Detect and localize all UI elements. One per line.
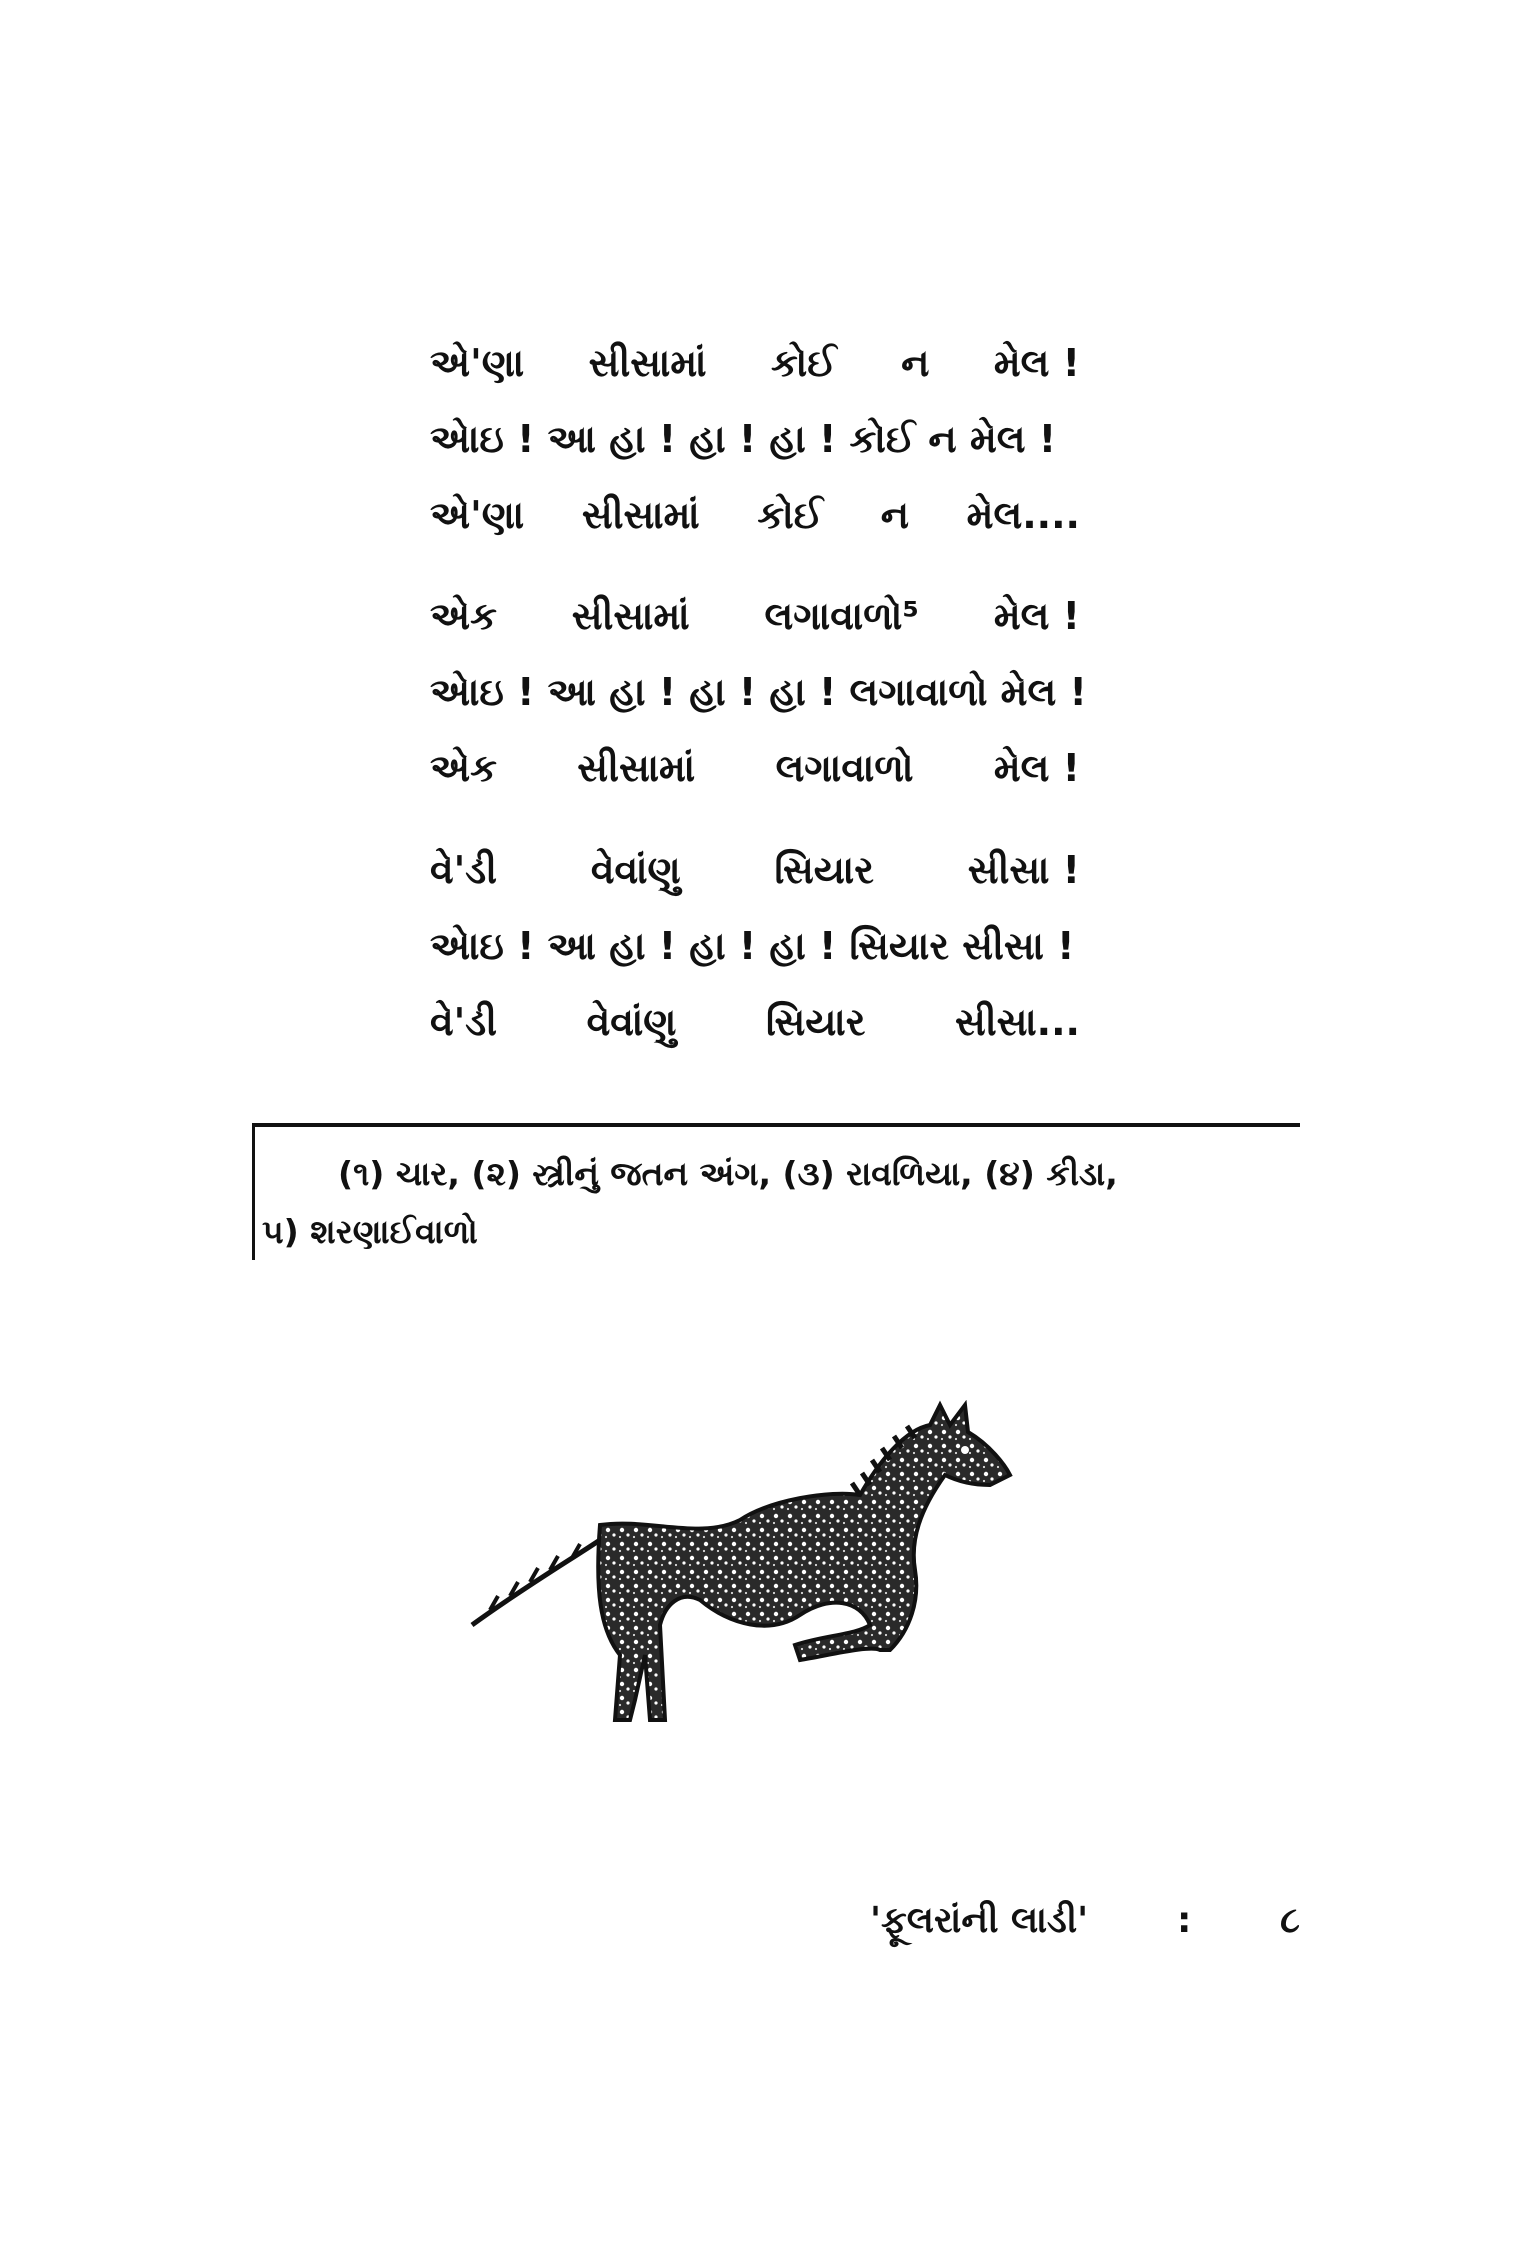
footnotes bbox=[262, 1145, 1302, 1261]
verse-word: સિયાર bbox=[765, 999, 866, 1044]
stanza-2 bbox=[430, 578, 1087, 806]
verse-word: વેવાંણુ bbox=[586, 999, 677, 1044]
verse-word: સિયાર bbox=[774, 847, 874, 892]
verse-line bbox=[430, 730, 1080, 806]
verse-line bbox=[430, 477, 1080, 553]
verse-word: લગાવાળો⁵ bbox=[764, 593, 920, 638]
verse-word: મેલ.... bbox=[966, 492, 1080, 537]
verse-refrain: એાઇ ! આ હા ! હા ! હા ! લગાવાળો મેલ ! bbox=[430, 669, 1087, 714]
verse-word: સીસા ! bbox=[967, 847, 1080, 892]
verse-word: કોઈ bbox=[757, 492, 824, 537]
verse-word: સીસામાં bbox=[577, 745, 696, 790]
footer-separator: : bbox=[1176, 1900, 1192, 1941]
footnote-divider bbox=[252, 1123, 1300, 1127]
footnote-line-2: ૫) શરણાઈવાળો bbox=[262, 1212, 478, 1251]
footnote-side-rule bbox=[252, 1123, 255, 1260]
verse-word: મેલ ! bbox=[993, 340, 1080, 385]
verse-word: સીસામાં bbox=[588, 340, 707, 385]
verse-line bbox=[430, 325, 1080, 401]
verse-word: એ'ણા bbox=[430, 340, 525, 385]
horse-icon bbox=[450, 1400, 1050, 1760]
verse-line bbox=[430, 832, 1080, 908]
verse-line bbox=[430, 984, 1080, 1060]
verse-word: વે'ડી bbox=[430, 999, 498, 1044]
verse-line bbox=[430, 401, 1080, 477]
verse-word: સીસામાં bbox=[571, 593, 690, 638]
verse-word: એ'ણા bbox=[430, 492, 525, 537]
verse-line bbox=[430, 654, 1087, 730]
verse-word: કોઈ bbox=[770, 340, 837, 385]
book-title: 'ફૂલરાંની લાડી' bbox=[870, 1900, 1089, 1941]
verse-line bbox=[430, 908, 1080, 984]
verse-word: ન bbox=[901, 340, 930, 385]
verse-word: વે'ડી bbox=[430, 847, 498, 892]
verse-refrain: એાઇ ! આ હા ! હા ! હા ! કોઈ ન મેલ ! bbox=[430, 416, 1057, 461]
page-number: ૮ bbox=[1280, 1900, 1300, 1941]
running-footer bbox=[870, 1900, 1300, 1942]
verse-word: મેલ ! bbox=[993, 593, 1080, 638]
verse-word: સીસા... bbox=[954, 999, 1080, 1044]
footnote-line-1: (૧) ચાર, (૨) સ્ત્રીનું જતન અંગ, (૩) રાવળિયા, (૪) કીડા, bbox=[338, 1154, 1118, 1193]
verse-word: ન bbox=[880, 492, 910, 537]
verse-refrain: એાઇ ! આ હા ! હા ! હા ! સિયાર સીસા ! bbox=[430, 923, 1075, 968]
stanza-1 bbox=[430, 325, 1080, 553]
verse-word: એક bbox=[430, 593, 497, 638]
verse-word: એક bbox=[430, 745, 497, 790]
verse-word: મેલ ! bbox=[993, 745, 1080, 790]
verse-word: વેવાંણુ bbox=[590, 847, 681, 892]
verse-word: સીસામાં bbox=[581, 492, 700, 537]
stanza-3 bbox=[430, 832, 1080, 1060]
verse-line bbox=[430, 578, 1080, 654]
verse-word: લગાવાળો bbox=[775, 745, 914, 790]
